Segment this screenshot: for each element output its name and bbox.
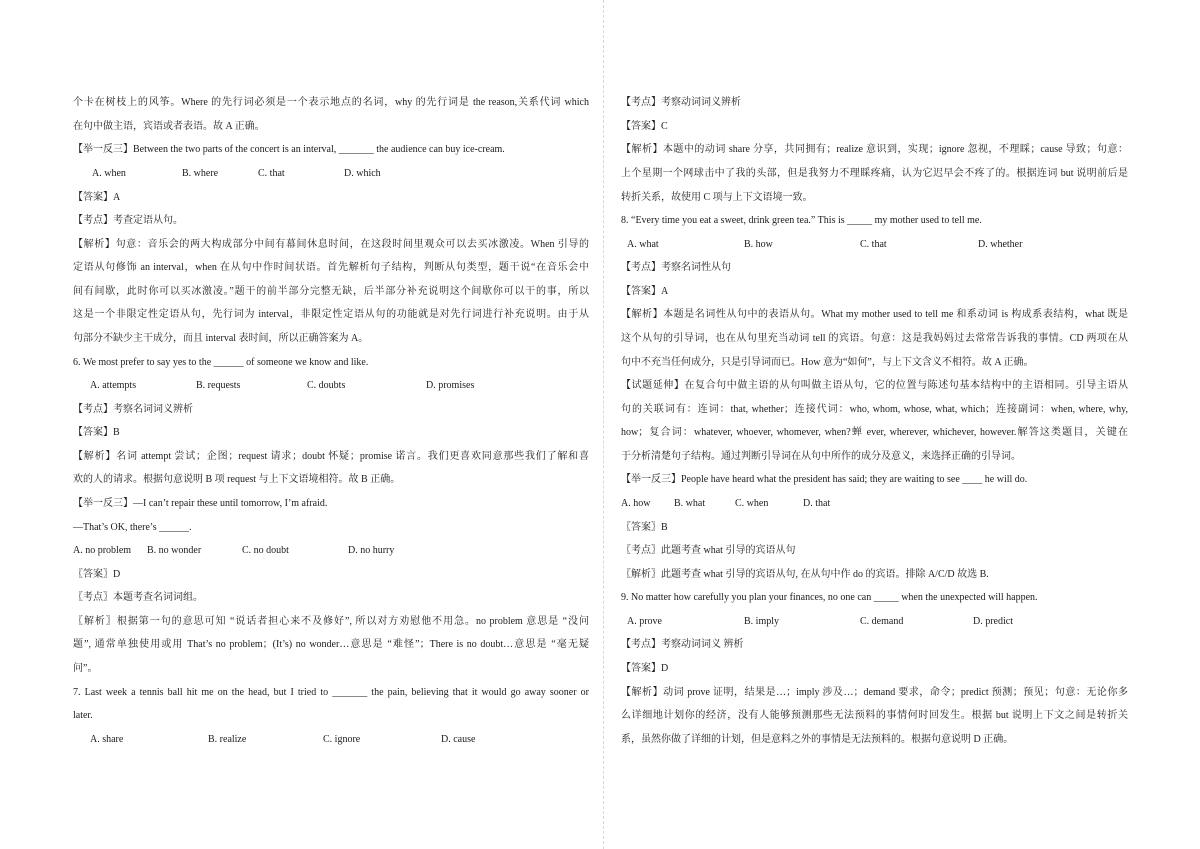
q6-answer: 【答案】B bbox=[73, 427, 120, 439]
option-b: B. realize bbox=[208, 733, 247, 745]
q8-practice-answer: 〖答案〗B bbox=[621, 521, 668, 533]
q5-analysis-continuation-line: 在句中做主语，宾语或者表语。故 A 正确。 bbox=[73, 120, 265, 132]
option-a: A. when bbox=[92, 167, 126, 179]
q6-options bbox=[73, 374, 589, 398]
q7-analysis-line: 【解析】本题中的动词 share 分享，共同拥有；realize 意识到，实现；ignore 忽视，不理睬；cause 导致；句意： bbox=[621, 144, 1128, 156]
option-c: C. doubts bbox=[307, 380, 346, 392]
q7-stem-line: later. bbox=[73, 710, 93, 722]
option-b: B. what bbox=[674, 498, 706, 510]
q6-extension-analysis-line: 〖解析〗根据第一句的意思可知 “说话者担心来不及修好”, 所以对方劝慰他不用急。no problem 意思是 “没问 bbox=[73, 615, 589, 627]
q7-analysis-line: 上个星期一个网球击中了我的头部，但是我努力不理睬疼痛，认为它迟早会不疼了的。根据连词 but 说明前后是 bbox=[621, 167, 1128, 179]
q8-extension-note-line: 【试题延伸】在复合句中做主语的从句叫做主语从句，它的位置与陈述句基本结构中的主语相同。引导主语从 bbox=[621, 380, 1128, 392]
q6-extension-stem-line: 【举一反三】—I can’t repair these until tomorrow, I’m afraid. bbox=[73, 498, 328, 510]
q9-answer: 【答案】D bbox=[621, 663, 669, 675]
q8-analysis-line: 【解析】本题是名词性从句中的表语从句。What my mother used to tell me 和系动词 is 构成系表结构，what 既是 bbox=[621, 309, 1128, 321]
option-d: D. cause bbox=[441, 733, 476, 745]
q7-answer: 【答案】C bbox=[621, 120, 668, 132]
q9-options bbox=[621, 610, 1128, 634]
q6-extension-point: 〖考点〗本题考查名词词组。 bbox=[73, 592, 203, 604]
q6-extension-options bbox=[73, 539, 589, 563]
option-c: C. when bbox=[735, 498, 769, 510]
option-c: C. that bbox=[860, 238, 887, 250]
q8-extension-note-line: how；复合词：whatever, whoever, whomever, when?蝉 ever, wherever, whichever, however.解答这类题目，关键在 bbox=[621, 427, 1128, 439]
q6-extension-analysis-line: 题”, 通常单独使用或用 That’s no problem；(It’s) no wonder…意思是 “难怪”；There is no doubt…意思是 “毫无疑 bbox=[73, 639, 589, 651]
q6-point: 【考点】考察名词词义辨析 bbox=[73, 403, 193, 415]
q5-extension-point: 【考点】考查定语从句。 bbox=[73, 215, 183, 227]
option-a: A. what bbox=[627, 238, 659, 250]
q5-extension-answer: 【答案】A bbox=[73, 191, 121, 203]
option-d: D. no hurry bbox=[348, 545, 395, 557]
option-d: D. whether bbox=[978, 238, 1023, 250]
q8-point: 【考点】考察名词性从句 bbox=[621, 262, 731, 274]
option-b: B. where bbox=[182, 167, 219, 179]
q8-answer: 【答案】A bbox=[621, 285, 669, 297]
q9-analysis-line: 系，虽然你做了详细的计划，但是意料之外的事情是无法预料的。根据句意说明 D 正确。 bbox=[621, 733, 1014, 745]
option-d: D. that bbox=[803, 498, 831, 510]
option-a: A. attempts bbox=[90, 380, 137, 392]
q5-extension-analysis-line: 这是一个非限定性定语从句，先行词为 interval，非限定性定语从句的功能就是对先行词进行补充说明。由于从 bbox=[73, 309, 589, 321]
q7-analysis-line: 转折关系，故使用 C 项与上下文语境一致。 bbox=[621, 191, 813, 203]
option-a: A. how bbox=[621, 498, 651, 510]
q9-analysis-line: 么详细地计划你的经济，没有人能够预测那些无法预料的事情何时回发生。根据 but 说明上下文之间是转折关 bbox=[621, 710, 1128, 722]
option-d: D. predict bbox=[973, 615, 1013, 627]
q9-stem: 9. No matter how carefully you plan your finances, no one can _____ when the unexpected will happen. bbox=[621, 592, 1038, 604]
option-b: B. how bbox=[744, 238, 773, 250]
q6-analysis-line: 【解析】名词 attempt 尝试；企图；request 请求；doubt 怀疑；promise 诺言。我们更喜欢同意那些我们了解和喜 bbox=[73, 450, 589, 462]
q8-options bbox=[621, 233, 1128, 257]
q8-stem: 8. “Every time you eat a sweet, drink green tea.” This is _____ my mother used to tell me. bbox=[621, 215, 982, 227]
option-b: B. imply bbox=[744, 615, 780, 627]
q8-practice-options bbox=[621, 492, 1128, 516]
q8-analysis-line: 句中不充当任何成分，只是引导词而已。How 意为“如何”，与上下文含义不相符。故 A 正确。 bbox=[621, 356, 1034, 368]
q7-stem-line: 7. Last week a tennis ball hit me on the head, but I tried to _______ the pain, believing that it would go away sooner or bbox=[73, 686, 589, 698]
q5-extension-analysis-line: 间有间歇，此时你可以买冰激凌。”题干的前半部分完整无缺，后半部分补充说明这个间歇你可以干的事，所以 bbox=[73, 285, 589, 297]
q5-analysis-continuation-line: 个卡在树枝上的风筝。Where 的先行词必须是一个表示地点的名词，why 的先行词是 the reason,关系代词 which bbox=[73, 97, 589, 109]
right-column bbox=[621, 91, 1128, 751]
q7-point: 【考点】考察动词词义辨析 bbox=[621, 97, 741, 109]
option-a: A. share bbox=[90, 733, 124, 745]
option-b: B. requests bbox=[196, 380, 241, 392]
q5-extension-analysis-line: 句部分不缺少主干成分，而且 interval 表时间，所以正确答案为 A。 bbox=[73, 332, 369, 344]
q6-extension-answer: 〖答案〗D bbox=[73, 568, 121, 580]
q6-extension-stem-line: —That’s OK, there’s ______. bbox=[73, 521, 192, 533]
option-c: C. demand bbox=[860, 615, 904, 627]
q8-extension-note-line: 句的关联词有：连词：that, whether；连接代词：who, whom, whose, what, which；连接副词：when, where, why, bbox=[621, 403, 1128, 415]
q6-analysis-line: 欢的人的请求。根据句意说明 B 项 request 与上下文语境相符。故 B 正确。 bbox=[73, 474, 401, 486]
q8-practice-analysis: 〖解析〗此题考查 what 引导的宾语从句, 在从句中作 do 的宾语。排除 A/C/D 故选 B. bbox=[621, 568, 989, 580]
left-column bbox=[73, 91, 589, 751]
q8-practice-point: 〖考点〗此题考查 what 引导的宾语从句 bbox=[621, 545, 796, 557]
option-a: A. no problem bbox=[73, 545, 132, 557]
q9-analysis-line: 【解析】动词 prove 证明，结果是…；imply 涉及…；demand 要求，命令；predict 预测；预见；句意：无论你多 bbox=[621, 686, 1128, 698]
option-c: C. no doubt bbox=[242, 545, 289, 557]
option-b: B. no wonder bbox=[147, 545, 202, 557]
q7-options bbox=[73, 728, 589, 752]
q9-point: 【考点】考察动词词义 辨析 bbox=[621, 639, 744, 651]
option-c: C. ignore bbox=[323, 733, 361, 745]
option-c: C. that bbox=[258, 167, 285, 179]
q5-extension-stem: 【举一反三】Between the two parts of the concert is an interval, _______ the audience can buy ice-cream. bbox=[73, 144, 505, 156]
q5-extension-analysis-line: 定语从句修饰 an interval，when 在从句中作时间状语。首先解析句子结构，判断从句类型，题干说“在音乐会中 bbox=[73, 262, 589, 274]
q5-extension-analysis-line: 【解析】句意：音乐会的两大构成部分中间有幕间休息时间，在这段时间里观众可以去买冰激凌。When 引导的 bbox=[73, 238, 589, 250]
option-d: D. which bbox=[344, 167, 381, 179]
q6-stem: 6. We most prefer to say yes to the ______ of someone we know and like. bbox=[73, 356, 369, 368]
q8-extension-note-line: 于分析清楚句子结构。通过判断引导词在从句中所作的成分及意义，来选择正确的引导词。 bbox=[621, 450, 1021, 462]
option-a: A. prove bbox=[627, 615, 662, 627]
q6-extension-analysis-line: 问”。 bbox=[73, 663, 98, 675]
q8-analysis-line: 这个从句的引导词，也在从句里充当动词 tell 的宾语。句意：这是我妈妈过去常常告诉我的事情。CD 两项在从 bbox=[621, 332, 1128, 344]
q5-extension-options bbox=[73, 162, 589, 186]
option-d: D. promises bbox=[426, 380, 475, 392]
column-divider bbox=[603, 0, 604, 849]
q8-practice-stem: 【举一反三】People have heard what the president has said; they are waiting to see ____ he will do. bbox=[621, 474, 1028, 486]
